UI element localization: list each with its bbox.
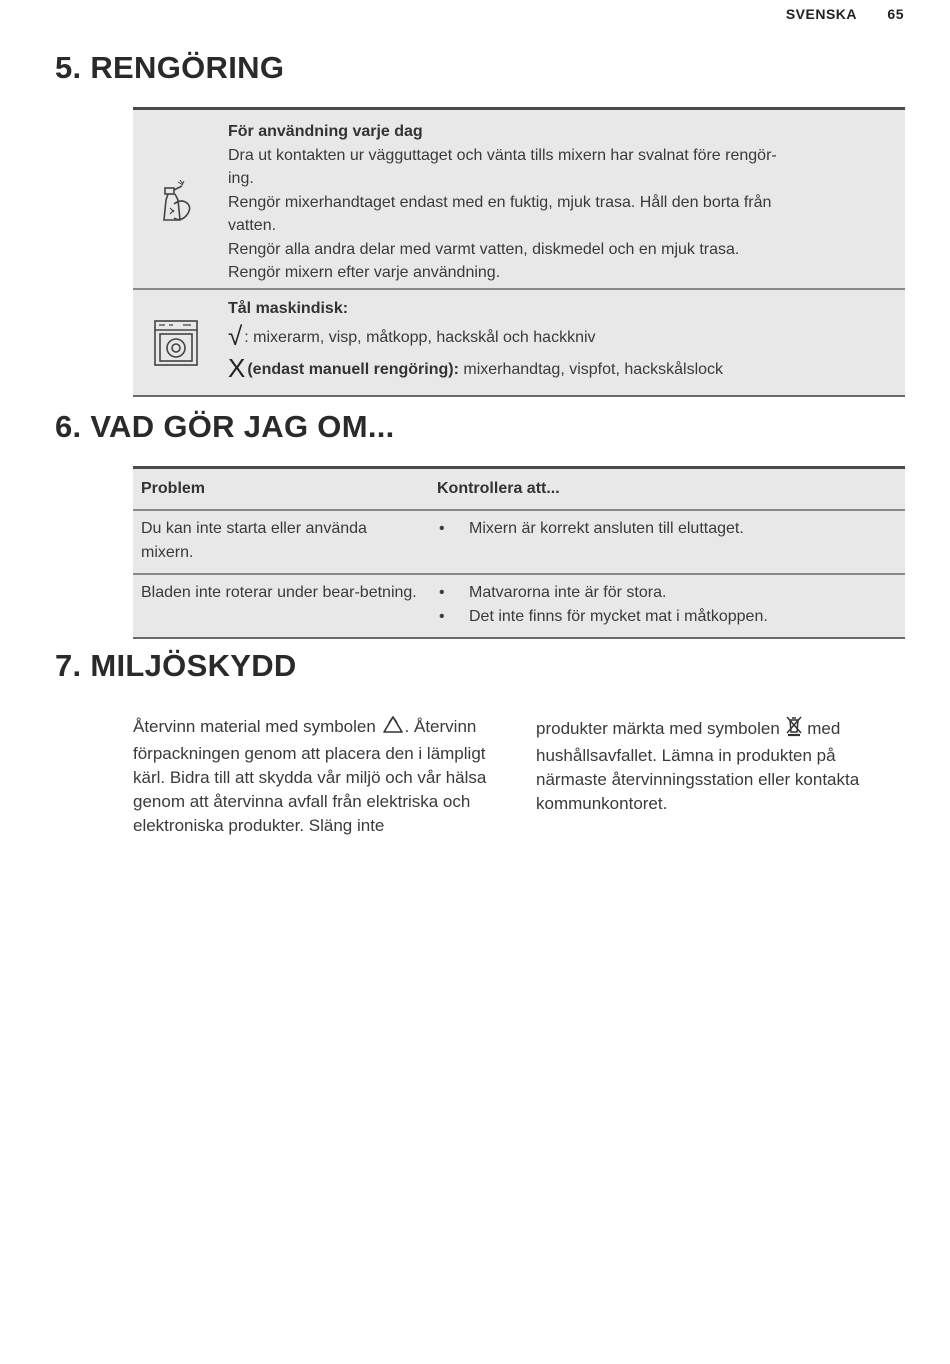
check-item: • Det inte finns för mycket mat i måtkoppen.: [457, 605, 897, 629]
page-header: [786, 6, 904, 22]
daily-line: Dra ut kontakten ur vägguttaget och vänta tills mixern har svalnat före rengör-: [228, 146, 777, 164]
daily-cleaning-text: [228, 120, 885, 285]
recycle-icon: [381, 715, 405, 742]
check-cell: [429, 574, 905, 638]
daily-cleaning-block: [133, 107, 905, 291]
problem-cell: Du kan inte starta eller använda mixern.: [133, 510, 429, 574]
problem-cell: Bladen inte roterar under bear-betning.: [133, 574, 429, 638]
env-right-part2: med hushållsavfallet. Lämna in produkten på närmaste återvinningsstation eller kontakta kommunkontoret.: [536, 719, 860, 813]
daily-line: Rengör mixern efter varje användning.: [228, 264, 501, 281]
dishwasher-block: [133, 288, 905, 397]
check-item: • Matvarorna inte är för stora.: [457, 581, 897, 605]
env-left-part1: Återvinn material med symbolen: [133, 717, 381, 736]
section-title-environment: 7. MILJÖSKYDD: [55, 648, 297, 683]
check-cell: [429, 510, 905, 574]
spray-cleaning-icon: [133, 110, 218, 291]
check-mark-icon: √: [228, 321, 243, 351]
dishwasher-safe-line: [228, 320, 885, 354]
column-header-check: Kontrollera att...: [429, 468, 905, 511]
dishwasher-text: [228, 298, 885, 386]
environment-text-right: [536, 715, 906, 816]
page-number: 65: [887, 6, 904, 22]
manual-clean-label: (endast manuell rengöring):: [247, 361, 459, 378]
manual-clean-line: [228, 352, 885, 386]
table-header-row: [133, 468, 905, 511]
section-title-troubleshooting: 6. VAD GÖR JAG OM...: [55, 409, 395, 444]
daily-line: Rengör mixerhandtaget endast med en fuktig, mjuk trasa. Håll den borta från: [228, 193, 772, 211]
section-title-cleaning: 5. RENGÖRING: [55, 50, 285, 85]
check-item: • Mixern är korrekt ansluten till eluttaget.: [457, 517, 897, 541]
column-header-problem: Problem: [133, 468, 429, 511]
dishwasher-safe-text: : mixerarm, visp, måtkopp, hackskål och hackkniv: [244, 329, 596, 346]
dishwasher-heading: Tål maskindisk:: [228, 300, 349, 317]
table-row: [133, 510, 905, 574]
daily-cleaning-heading: För användning varje dag: [228, 123, 423, 140]
crossed-bin-icon: [785, 715, 803, 744]
env-right-part1: produkter märkta med symbolen: [536, 719, 785, 738]
daily-line: Rengör alla andra delar med varmt vatten, diskmedel och en mjuk trasa.: [228, 240, 740, 258]
header-language: SVENSKA: [785, 6, 858, 22]
troubleshooting-table: [133, 466, 905, 639]
daily-line: vatten.: [228, 217, 277, 234]
dishwasher-icon: [133, 290, 218, 395]
manual-clean-text: mixerhandtag, vispfot, hackskålslock: [458, 361, 724, 378]
daily-line: ing.: [228, 170, 254, 187]
cross-mark-icon: X: [228, 353, 246, 383]
table-row: [133, 574, 905, 638]
env-left-part2: . Återvinn förpackningen genom att placera den i lämpligt kärl. Bidra till att skydda vår miljö och vår hälsa genom att återvinna avfall från elektriska och elektroniska produkter. Släng inte: [133, 717, 487, 835]
environment-text-left: [133, 715, 513, 838]
